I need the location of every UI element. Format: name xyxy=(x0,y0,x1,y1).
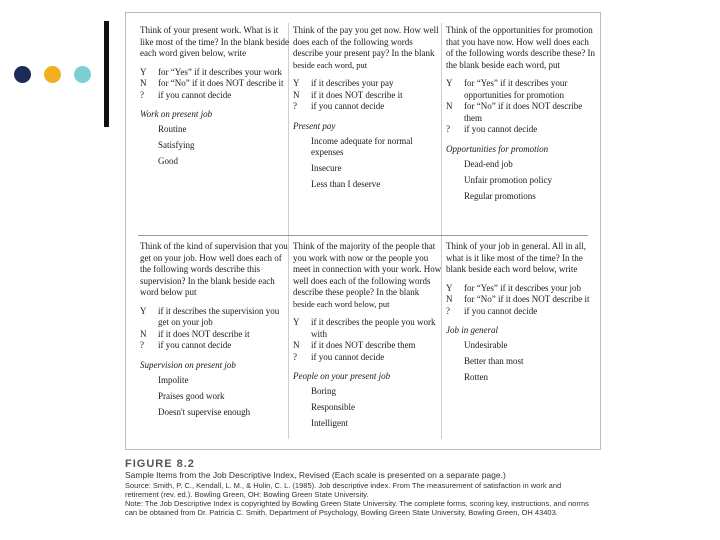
scale-job-in-general xyxy=(446,241,596,388)
scale-title: Work on present job xyxy=(140,109,213,119)
instruction: Think of the pay you get now. How well does each of the following words describe your present pay? In the blank xyxy=(293,25,439,58)
instruction: Think of your present work. What is it like most of the time? In the blank beside each word given below, write xyxy=(140,25,289,58)
instruction: Think of the majority of the people that you work with now or the people you meet in connection with your work. How well does each of the following words describe these people? In the blank xyxy=(293,241,442,297)
scale-supervision xyxy=(140,241,290,423)
list-item: Regular promotions xyxy=(464,190,536,201)
instruction: Think of the kind of supervision that you get on your job. How well does each of the following words describe this supervision? In the blank beside each word below put xyxy=(140,241,288,297)
list-item: Unfair promotion policy xyxy=(464,174,552,185)
scale-pay xyxy=(293,25,443,195)
instruction-tail: beside each word below, put xyxy=(293,298,390,309)
instruction: Think of your job in general. All in all, what is it like most of the time? In the blank beside each word below, write xyxy=(446,241,586,274)
scale-title: Supervision on present job xyxy=(140,359,236,370)
response-codes: Y if it describes your pay N if it does NOT describe it ? if you cannot decide xyxy=(293,78,403,111)
instruction-tail: beside each word, put xyxy=(293,59,368,70)
yellow-dot xyxy=(44,66,61,83)
item-list xyxy=(311,136,443,190)
list-item: Undesirable xyxy=(464,340,508,350)
figure-box xyxy=(125,12,601,450)
response-codes: Y if it describes the people you work with N if it does NOT describe them ? if you cannot decide xyxy=(293,317,436,362)
caption-text: Sample Items from the Job Descriptive Index, Revised (Each scale is presented on a separate page.) xyxy=(125,470,506,480)
teal-dot xyxy=(74,66,91,83)
response-codes: Y for “Yes” if it describes your work N for “No” if it does NOT describe it ? if you cannot decide xyxy=(140,66,284,100)
instruction: Think of the opportunities for promotion that you have now. How well does each of the following words describe these? In the blank beside each word, put xyxy=(446,25,595,70)
list-item: Doesn't supervise enough xyxy=(158,406,251,417)
list-item: Rotten xyxy=(464,372,488,382)
list-item: Praises good work xyxy=(158,390,225,401)
caption-note: Note: The Job Descriptive Index is copyrighted by Bowling Green State University. The complete forms, scoring key, instructions, and norms can be obtained from Dr. Patricia C. Smith, Department of Psychology, Bowling Green State University, Bowling Green, OH 43403. xyxy=(125,498,589,517)
list-item: Impolite xyxy=(158,374,189,385)
list-item: Income adequate for normal expenses xyxy=(311,135,413,157)
item-list xyxy=(158,124,290,167)
navy-dot xyxy=(14,66,31,83)
caption-source: Source: Smith, P. C., Kendall, L. M., & Hulin, C. L. (1985). Job descriptive index. From The measurement of satisfaction in work and retirement (rev. ed.). Bowling Green, OH: Bowling Green State University. xyxy=(125,480,562,499)
list-item: Intelligent xyxy=(311,418,348,428)
item-list xyxy=(158,375,290,418)
scale-title: Present pay xyxy=(293,120,336,131)
figure-caption xyxy=(125,458,595,517)
list-item: Good xyxy=(158,156,178,166)
list-item: Responsible xyxy=(311,402,355,412)
scale-title: Opportunities for promotion xyxy=(446,143,549,154)
response-codes: Y if it describes the supervision you get on your job N if it does NOT describe it ? if you cannot decide xyxy=(140,305,280,350)
response-codes: Y for “Yes” if it describes your job N for “No” if it does NOT describe it ? if you cannot decide xyxy=(446,282,590,316)
row-divider xyxy=(138,235,588,236)
figure-label: FIGURE 8.2 xyxy=(125,458,195,470)
list-item: Insecure xyxy=(311,162,342,173)
list-item: Better than most xyxy=(464,356,524,366)
scale-work xyxy=(140,25,290,172)
item-list xyxy=(311,386,443,429)
vertical-bar-decoration xyxy=(104,21,109,127)
list-item: Dead-end job xyxy=(464,158,513,169)
scale-title: People on your present job xyxy=(293,371,391,381)
list-item: Routine xyxy=(158,124,187,134)
item-list xyxy=(464,159,596,202)
scale-promotion xyxy=(446,25,596,207)
item-list xyxy=(464,340,596,383)
list-item: Boring xyxy=(311,386,337,396)
response-codes: Y for “Yes” if it describes your opportunities for promotion N for “No” if it does NOT describe them ? if you cannot decide xyxy=(446,78,583,134)
scale-people xyxy=(293,241,443,434)
list-item: Satisfying xyxy=(158,140,195,150)
scale-title: Job in general xyxy=(446,325,498,335)
list-item: Less than I deserve xyxy=(311,178,381,189)
